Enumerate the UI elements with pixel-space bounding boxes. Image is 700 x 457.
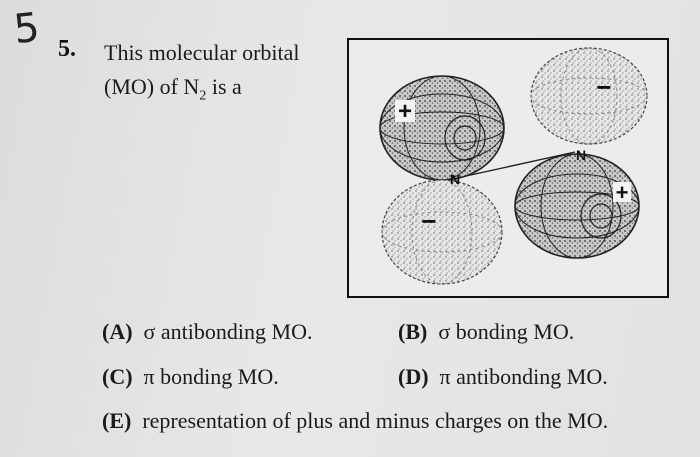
option-c-text: π bonding MO.: [143, 364, 279, 389]
minus-sign-left: −: [421, 206, 437, 236]
option-e-text: representation of plus and minus charges on the MO.: [142, 408, 609, 433]
option-b-text: σ bonding MO.: [438, 319, 575, 344]
minus-sign-right: −: [596, 72, 612, 102]
option-a-letter: (A): [102, 319, 133, 344]
plus-sign-left: +: [397, 98, 413, 125]
question-line-2-prefix: (MO) of N: [104, 74, 200, 99]
option-d[interactable]: [398, 364, 608, 390]
question-line-2-suffix: is a: [206, 74, 242, 99]
option-b[interactable]: [398, 319, 574, 345]
printed-question-number: 5.: [58, 36, 76, 62]
question-line-1: This molecular orbital: [104, 40, 300, 65]
option-e[interactable]: [102, 408, 608, 434]
atom-label-left: N: [449, 171, 461, 187]
option-a-text: σ antibonding MO.: [143, 319, 313, 344]
atom-label-right: N: [575, 147, 587, 163]
option-d-text: π antibonding MO.: [439, 364, 608, 389]
option-b-letter: (B): [398, 319, 428, 344]
option-c[interactable]: [102, 364, 279, 390]
question-subscript: 2: [199, 88, 207, 104]
option-d-letter: (D): [398, 364, 429, 389]
option-a[interactable]: [102, 319, 312, 345]
option-e-letter: (E): [102, 408, 132, 433]
handwritten-question-number: 5: [11, 4, 40, 54]
option-c-letter: (C): [102, 364, 133, 389]
plus-sign-right: +: [615, 180, 629, 205]
